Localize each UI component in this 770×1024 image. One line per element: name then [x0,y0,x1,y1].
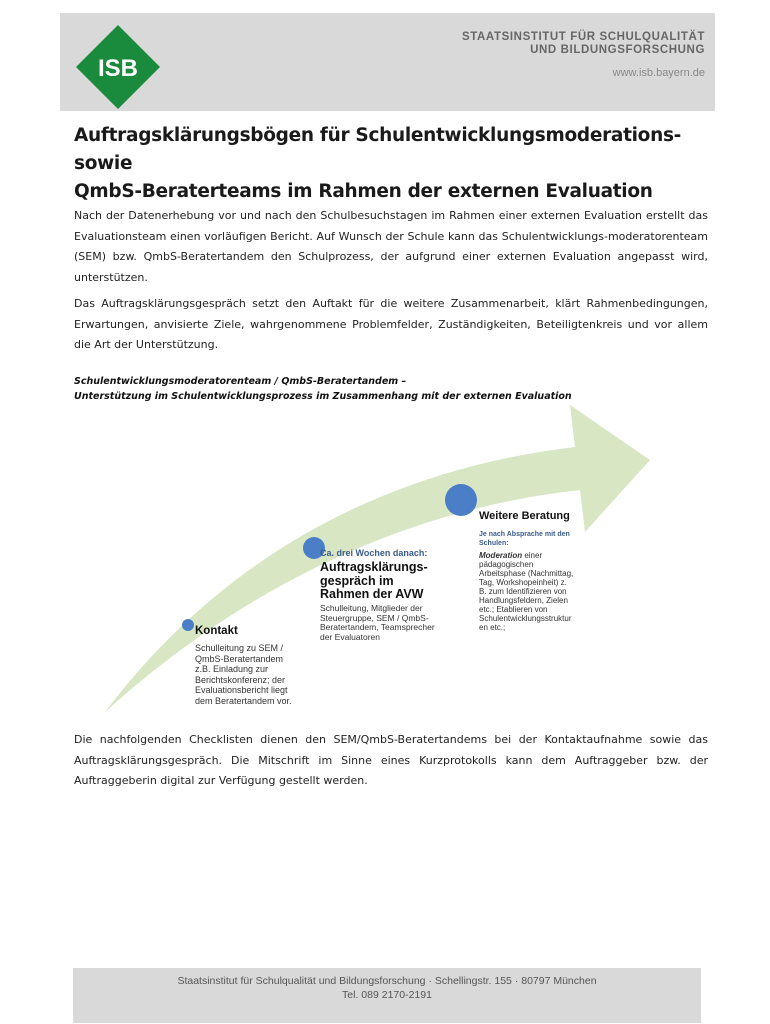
step-2-description: Schulleitung, Mitglieder der Steuergruppe, SEM / QmbS- Beratertandem, Teamsprecher der Evaluatoren [320,603,435,642]
caption-line-2: Unterstützung im Schulentwicklungsprozess im Zusammenhang mit der externen Evaluation [74,391,572,402]
intro-paragraph-1: Nach der Datenerhebung vor und nach den Schulbesuchstagen im Rahmen einer externen Evaluation erstellt das Evaluationsteam einen vorläufigen Bericht. Auf Wunsch der Schule kann das Schulentwicklungs-moderatorenteam (SEM) bzw. QmbS-Beratertandem den Schulprozess, der aufgrund einer externen Evaluation angepasst wird, unterstützen. [74,209,708,284]
step-3-marker [445,484,477,516]
logo-text: ISB [97,55,139,82]
footer-phone: Tel. 089 2170-2191 [342,989,432,1001]
moderation-emphasis: Moderation [479,551,523,560]
institute-line-1: STAATSINSTITUT FÜR SCHULQUALITÄT [461,31,705,43]
step-3-note: Je nach Absprache mit den Schulen: [479,531,570,547]
step-3-description: Moderation einer pädagogischen Arbeitsphase (Nachmittag, Tag, Workshopeinheit) z. B. zum Identifizieren von Handlungsfeldern, Zielen etc.; Etablieren von Schulentwicklungsstruktur en etc.; [479,551,574,632]
step-1-description: Schulleitung zu SEM / QmbS-Beratertandem z.B. Einladung zur Berichtskonferenz; der Evaluationsbericht liegt dem Beratertandem vor. [195,643,292,706]
institute-line-2: UND BILDUNGSFORSCHUNG [530,44,705,56]
caption-line-1: Schulentwicklungsmoderatorenteam / QmbS-Beratertandem – [74,376,407,387]
step-2-title: Auftragsklärungs- gespräch im Rahmen der AVW [320,560,428,601]
step-3-title: Weitere Beratung [479,510,570,522]
intro-paragraph-2: Das Auftragsklärungsgespräch setzt den Auftakt für die weitere Zusammenarbeit, klärt Rahmenbedingungen, Erwartungen, anvisierte Ziele, wahrgenommene Problemfelder, Zuständigkeiten, Beteiligtenkreis und vor allem die Art der Unterstützung. [74,297,708,351]
website-url[interactable]: www.isb.bayern.de [612,67,705,79]
closing-paragraph: Die nachfolgenden Checklisten dienen den SEM/QmbS-Beratertandems bei der Kontaktaufnahme sowie das Auftragsklärungsgespräch. Die Mitschrift im Sinne eines Kurzprotokolls kann dem Auftraggeber bzw. der Auftraggeberin digital zur Verfügung gestellt werden. [74,733,708,787]
step-1-title: Kontakt [195,625,238,637]
step-1-marker [182,619,194,631]
step-2-timing: Ca. drei Wochen danach: [320,548,428,558]
footer-address: Staatsinstitut für Schulqualität und Bildungsforschung · Schellingstr. 155 · 80797 München [177,975,597,987]
title-line-2: QmbS-Beraterteams im Rahmen der externen Evaluation [74,181,653,202]
page-footer [73,968,701,1023]
title-line-1: Auftragsklärungsbögen für Schulentwicklungsmoderations- sowie [74,125,682,174]
